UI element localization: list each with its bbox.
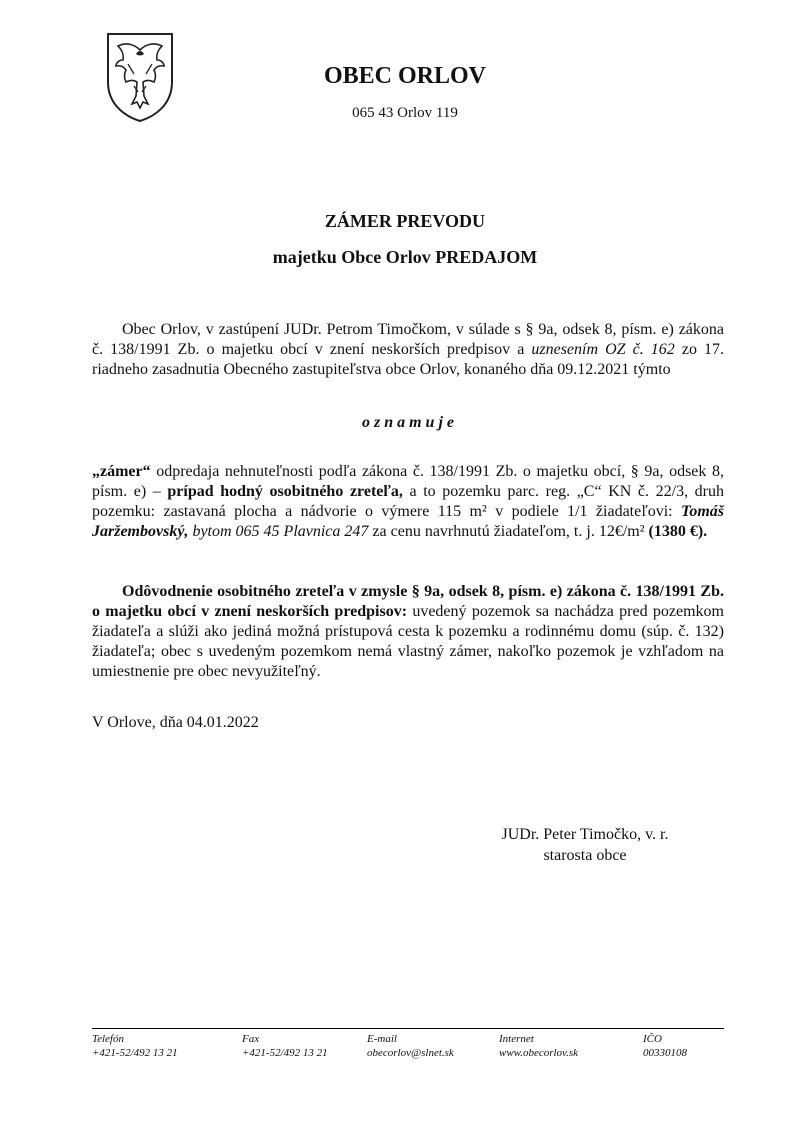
signatory-role: starosta obce bbox=[543, 847, 627, 864]
footer-divider bbox=[92, 1028, 724, 1029]
footer-fax bbox=[242, 1032, 328, 1060]
intent-text-2: a to pozemku parc. reg. „C“ KN č. 22/3, druh pozemku: zastavaná plocha a nádvorie o výmere 115 m² v podiele 1/1 žiadateľovi: bbox=[92, 483, 724, 520]
document-subtitle: majetku Obce Orlov PREDAJOM bbox=[272, 247, 538, 267]
footer-label: Telefón bbox=[92, 1033, 124, 1045]
municipality-name: OBEC ORLOV bbox=[323, 63, 487, 89]
document-title: ZÁMER PREVODU bbox=[324, 211, 486, 231]
footer-value[interactable]: obecorlov@slnet.sk bbox=[367, 1047, 454, 1059]
footer-label: Internet bbox=[499, 1033, 534, 1045]
applicant-residence: bytom 065 45 Plavnica 247 bbox=[188, 523, 369, 540]
applicant-name: Tomáš Jaržembovský, bbox=[92, 503, 724, 540]
announce-heading: oznamuje bbox=[361, 414, 458, 431]
footer-label: IČO bbox=[643, 1033, 662, 1045]
footer-email bbox=[367, 1032, 454, 1060]
footer-value: +421-52/492 13 21 bbox=[242, 1047, 328, 1059]
intent-paragraph bbox=[92, 462, 724, 542]
intro-paragraph bbox=[92, 320, 724, 380]
footer-internet bbox=[499, 1032, 578, 1060]
resolution-reference: uznesením OZ č. 162 bbox=[531, 341, 675, 358]
footer-value: 00330108 bbox=[643, 1047, 687, 1059]
intent-text-3: za cenu navrhnutú žiadateľom, t. j. 12€/m² bbox=[368, 523, 649, 540]
justification-text: uvedený pozemok sa nachádza pred pozemkom žiadateľa a slúži ako jediná možná prístupová cesta k pozemku a rodinnému domu (súp. č. 132) žiadateľa; obec s uvedeným pozemkom nemá vlastný zámer, nakoľko pozemok je vzhľadom na umiestnenie pre obec nevyužiteľný. bbox=[92, 603, 724, 680]
footer-value[interactable]: www.obecorlov.sk bbox=[499, 1047, 579, 1059]
intent-lead: „zámer“ bbox=[92, 463, 151, 480]
place-date: V Orlove, dňa 04.01.2022 bbox=[92, 714, 259, 731]
justification-heading: Odôvodnenie osobitného zreteľa v zmysle § 9a, odsek 8, písm. e) zákona č. 138/1991 Zb. o majetku obcí v znení neskorších predpisov: bbox=[92, 583, 724, 620]
signatory-name: JUDr. Peter Timočko, v. r. bbox=[501, 826, 669, 843]
footer-value: +421-52/492 13 21 bbox=[92, 1047, 178, 1059]
total-price: (1380 €). bbox=[648, 523, 708, 540]
intro-text-2: zo 17. riadneho zasadnutia Obecného zastupiteľstva obce Orlov, konaného dňa 09.12.2021 týmto bbox=[92, 341, 725, 378]
footer-ico bbox=[643, 1032, 687, 1060]
special-case: prípad hodný osobitného zreteľa, bbox=[167, 483, 403, 500]
footer-phone bbox=[92, 1032, 178, 1060]
intent-text-1: odpredaja nehnuteľnosti podľa zákona č. 138/1991 Zb. o majetku obcí, § 9a, odsek 8, písm. e) – bbox=[92, 463, 724, 500]
footer-label: Fax bbox=[242, 1033, 260, 1045]
intro-text-1: Obec Orlov, v zastúpení JUDr. Petrom Timočkom, v súlade s § 9a, odsek 8, písm. e) zákona č. 138/1991 Zb. o majetku obcí v znení neskorších predpisov a bbox=[92, 321, 724, 358]
footer-label: E-mail bbox=[367, 1033, 397, 1045]
municipality-address: 065 43 Orlov 119 bbox=[352, 105, 458, 121]
justification-paragraph bbox=[92, 582, 724, 682]
signature-block bbox=[470, 824, 700, 866]
